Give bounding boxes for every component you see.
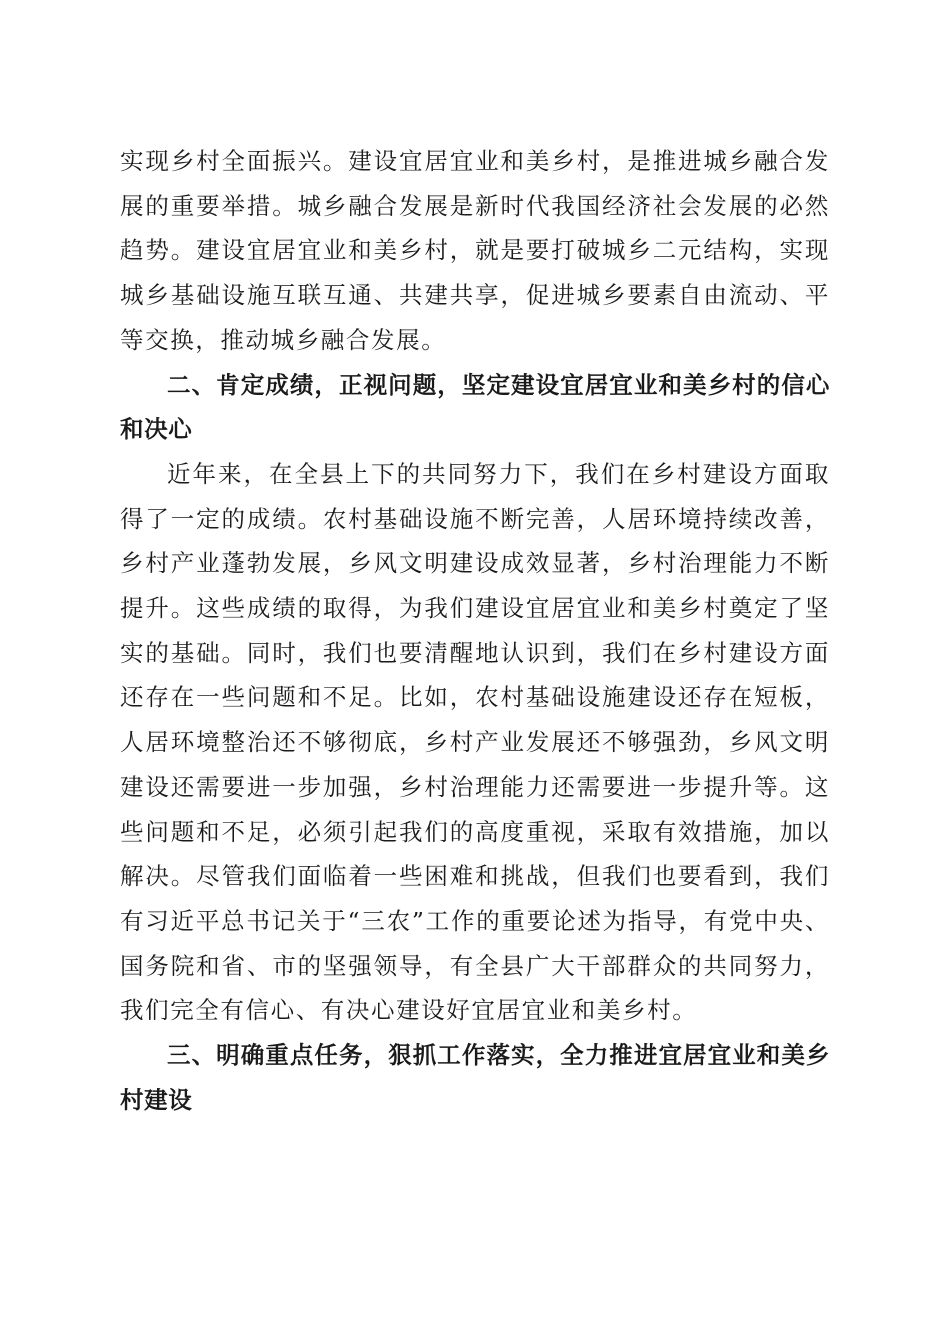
document-page bbox=[120, 139, 830, 1122]
body-paragraph-2: 近年来，在全县上下的共同努力下，我们在乡村建设方面取得了一定的成绩。农村基础设施不断完善，人居环境持续改善，乡村产业蓬勃发展，乡风文明建设成效显著，乡村治理能力不断提升。这些成绩的取得，为我们建设宜居宜业和美乡村奠定了坚实的基础。同时，我们也要清醒地认识到，我们在乡村建设方面还存在一些问题和不足。比如，农村基础设施建设还存在短板，人居环境整治还不够彻底，乡村产业发展还不够强劲，乡风文明建设还需要进一步加强，乡村治理能力还需要进一步提升等。这些问题和不足，必须引起我们的高度重视，采取有效措施，加以解决。尽管我们面临着一些困难和挑战，但我们也要看到，我们有习近平总书记关于“三农”工作的重要论述为指导，有党中央、国务院和省、市的坚强领导，有全县广大干部群众的共同努力，我们完全有信心、有决心建设好宜居宜业和美乡村。 bbox=[120, 459, 830, 1025]
section-heading-3: 三、明确重点任务，狠抓工作落实，全力推进宜居宜业和美乡村建设 bbox=[120, 1041, 830, 1114]
body-paragraph-1: 实现乡村全面振兴。建设宜居宜业和美乡村，是推进城乡融合发展的重要举措。城乡融合发展是新时代我国经济社会发展的必然趋势。建设宜居宜业和美乡村，就是要打破城乡二元结构，实现城乡基础设施互联互通、共建共享，促进城乡要素自由流动、平等交换，推动城乡融合发展。 bbox=[120, 147, 830, 354]
section-heading-2: 二、肯定成绩，正视问题，坚定建设宜居宜业和美乡村的信心和决心 bbox=[120, 370, 830, 444]
